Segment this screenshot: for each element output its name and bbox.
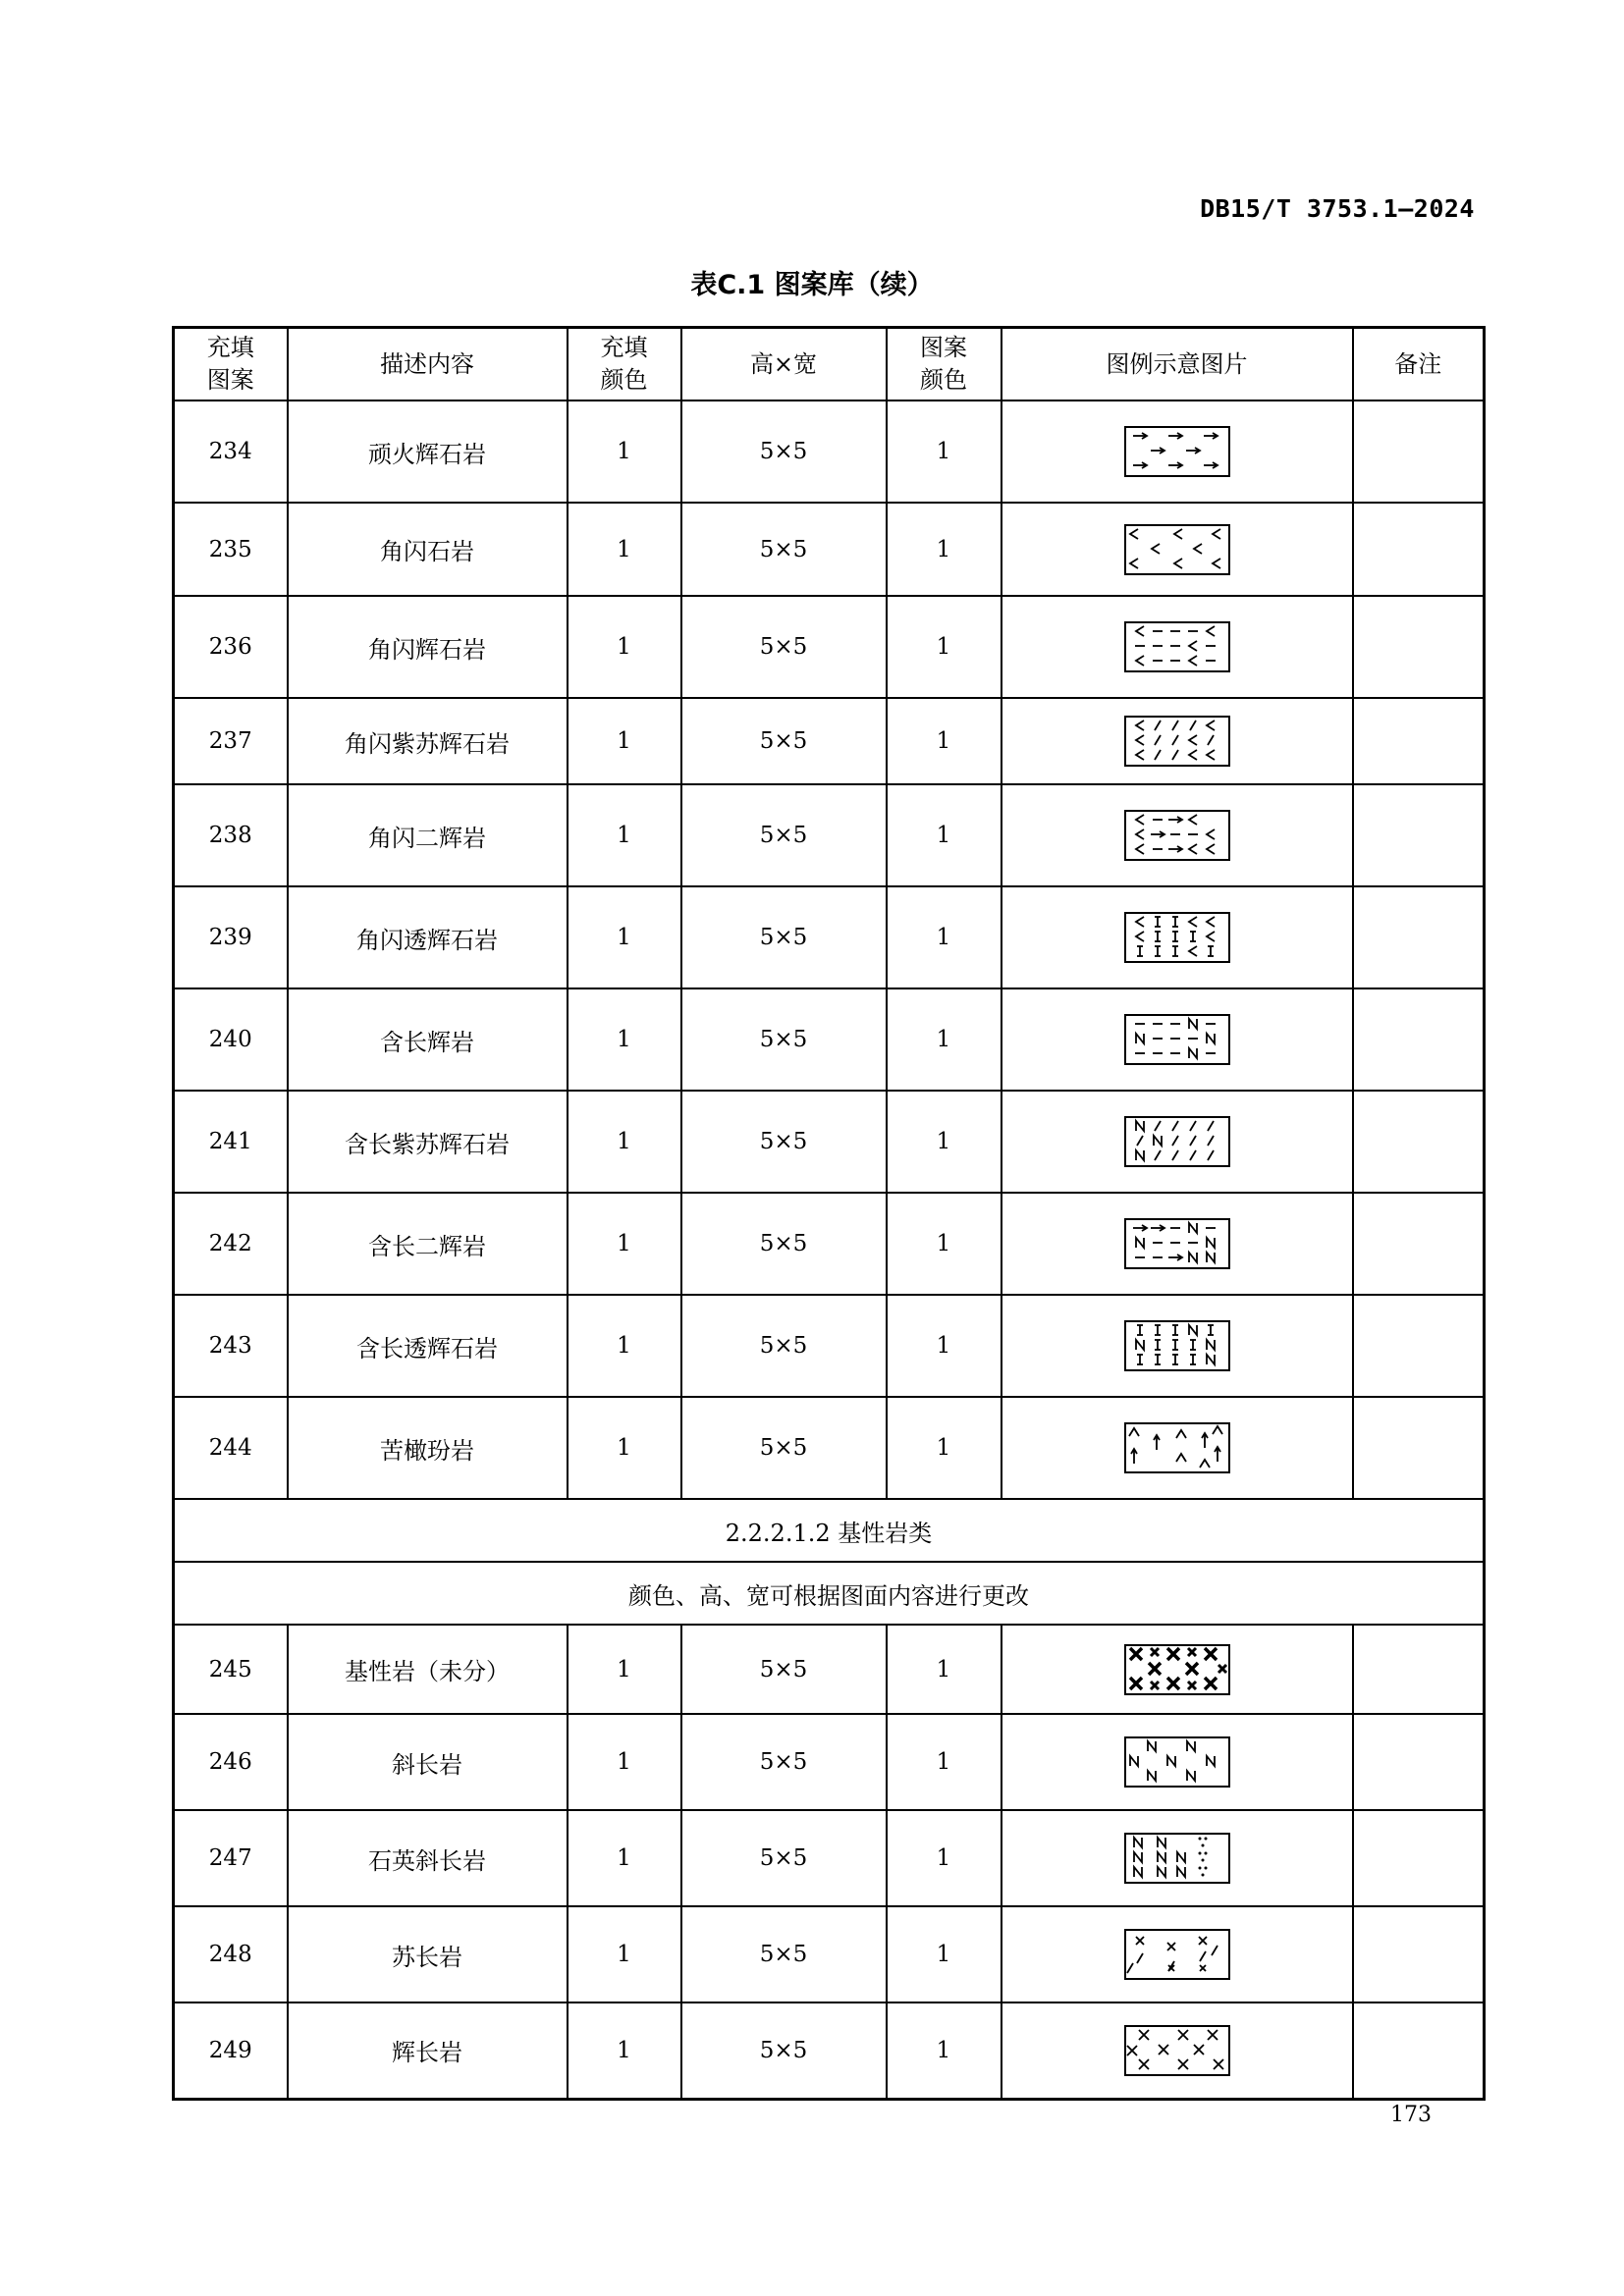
fill-pattern-id: 247	[174, 1810, 288, 1906]
fill-color: 1	[568, 1091, 681, 1193]
note	[1353, 400, 1485, 503]
legend-image	[1001, 596, 1353, 698]
note	[1353, 1906, 1485, 2002]
description: 角闪二辉岩	[288, 784, 568, 886]
fill-pattern-id: 248	[174, 1906, 288, 2002]
note	[1353, 596, 1485, 698]
size: 5×5	[681, 1625, 887, 1714]
fill-pattern-id: 242	[174, 1193, 288, 1295]
n-dots-pattern-icon	[1124, 1833, 1230, 1884]
table-row	[174, 1714, 1485, 1810]
col-header-size: 高×宽	[681, 328, 887, 401]
size: 5×5	[681, 1714, 887, 1810]
description: 角闪辉石岩	[288, 596, 568, 698]
pattern-color: 1	[887, 886, 1001, 988]
fill-pattern-id: 241	[174, 1091, 288, 1193]
fill-pattern-id: 239	[174, 886, 288, 988]
pattern-color: 1	[887, 503, 1001, 596]
fill-color: 1	[568, 698, 681, 784]
fill-color: 1	[568, 1295, 681, 1397]
fill-color: 1	[568, 988, 681, 1091]
note	[1353, 2002, 1485, 2099]
fill-color: 1	[568, 1625, 681, 1714]
description: 角闪紫苏辉石岩	[288, 698, 568, 784]
table-title: 表C.1 图案库（续）	[690, 270, 934, 300]
fill-color: 1	[568, 2002, 681, 2099]
col-header-pattern-color: 图案 颜色	[887, 328, 1001, 401]
size: 5×5	[681, 988, 887, 1091]
table-row	[174, 1810, 1485, 1906]
bold-x-pattern-icon	[1124, 1644, 1230, 1695]
note	[1353, 1091, 1485, 1193]
x-slash-pattern-icon	[1124, 1929, 1230, 1980]
description: 角闪透辉石岩	[288, 886, 568, 988]
n-slash-pattern-icon	[1124, 1116, 1230, 1167]
pattern-color: 1	[887, 1397, 1001, 1499]
pattern-color: 1	[887, 1906, 1001, 2002]
note	[1353, 784, 1485, 886]
col-header-description: 描述内容	[288, 328, 568, 401]
pattern-color: 1	[887, 400, 1001, 503]
chevron-pattern-icon	[1124, 524, 1230, 575]
fill-pattern-id: 249	[174, 2002, 288, 2099]
arrows-pattern-icon	[1124, 426, 1230, 477]
size: 5×5	[681, 784, 887, 886]
pattern-color: 1	[887, 2002, 1001, 2099]
size: 5×5	[681, 1397, 887, 1499]
size: 5×5	[681, 1295, 887, 1397]
table-row	[174, 2002, 1485, 2099]
description: 苦橄玢岩	[288, 1397, 568, 1499]
legend-image	[1001, 1397, 1353, 1499]
size: 5×5	[681, 400, 887, 503]
description: 含长辉岩	[288, 988, 568, 1091]
section-note-row	[174, 1562, 1485, 1625]
legend-image	[1001, 1295, 1353, 1397]
note	[1353, 988, 1485, 1091]
fill-pattern-id: 244	[174, 1397, 288, 1499]
pattern-color: 1	[887, 988, 1001, 1091]
document-code: DB15/T 3753.1—2024	[1200, 194, 1475, 223]
table-row	[174, 698, 1485, 784]
x-pattern-icon	[1124, 2025, 1230, 2076]
size: 5×5	[681, 1091, 887, 1193]
size: 5×5	[681, 503, 887, 596]
n-bar-pattern-icon	[1124, 1320, 1230, 1371]
pattern-color: 1	[887, 1810, 1001, 1906]
note	[1353, 1193, 1485, 1295]
fill-pattern-id: 245	[174, 1625, 288, 1714]
table-row	[174, 988, 1485, 1091]
n-arrow-pattern-icon	[1124, 1218, 1230, 1269]
legend-image	[1001, 2002, 1353, 2099]
fill-color: 1	[568, 1906, 681, 2002]
table-row	[174, 1397, 1485, 1499]
fill-pattern-id: 234	[174, 400, 288, 503]
legend-image	[1001, 1625, 1353, 1714]
fill-color: 1	[568, 784, 681, 886]
chevron-arrow-pattern-icon	[1124, 810, 1230, 861]
section-note: 颜色、高、宽可根据图面内容进行更改	[174, 1562, 1485, 1625]
col-header-legend-image: 图例示意图片	[1001, 328, 1353, 401]
note	[1353, 1295, 1485, 1397]
chevron-bar-pattern-icon	[1124, 912, 1230, 963]
size: 5×5	[681, 698, 887, 784]
table-row	[174, 1625, 1485, 1714]
pattern-table	[172, 326, 1486, 2101]
legend-image	[1001, 1714, 1353, 1810]
fill-pattern-id: 237	[174, 698, 288, 784]
legend-image	[1001, 1193, 1353, 1295]
table-row	[174, 784, 1485, 886]
fill-color: 1	[568, 1193, 681, 1295]
table-row	[174, 503, 1485, 596]
note	[1353, 1714, 1485, 1810]
table-row	[174, 1295, 1485, 1397]
legend-image	[1001, 886, 1353, 988]
size: 5×5	[681, 886, 887, 988]
description: 辉长岩	[288, 2002, 568, 2099]
note	[1353, 503, 1485, 596]
chevron-slash-pattern-icon	[1124, 716, 1230, 767]
up-arrow-chevron-pattern-icon	[1124, 1422, 1230, 1473]
n-pattern-icon	[1124, 1736, 1230, 1788]
table-header-row	[174, 328, 1485, 401]
size: 5×5	[681, 596, 887, 698]
section-heading: 2.2.2.1.2 基性岩类	[174, 1499, 1485, 1562]
fill-color: 1	[568, 1397, 681, 1499]
n-dash-pattern-icon	[1124, 1014, 1230, 1065]
note	[1353, 886, 1485, 988]
legend-image	[1001, 784, 1353, 886]
col-header-note: 备注	[1353, 328, 1485, 401]
size: 5×5	[681, 1906, 887, 2002]
pattern-color: 1	[887, 698, 1001, 784]
note	[1353, 698, 1485, 784]
description: 角闪石岩	[288, 503, 568, 596]
fill-pattern-id: 235	[174, 503, 288, 596]
page-number: 173	[1390, 2103, 1432, 2127]
legend-image	[1001, 1810, 1353, 1906]
legend-image	[1001, 400, 1353, 503]
fill-color: 1	[568, 503, 681, 596]
fill-pattern-id: 238	[174, 784, 288, 886]
size: 5×5	[681, 1810, 887, 1906]
pattern-color: 1	[887, 1091, 1001, 1193]
description: 顽火辉石岩	[288, 400, 568, 503]
size: 5×5	[681, 1193, 887, 1295]
fill-pattern-id: 236	[174, 596, 288, 698]
section-heading-row	[174, 1499, 1485, 1562]
table-row	[174, 1091, 1485, 1193]
fill-color: 1	[568, 1810, 681, 1906]
pattern-color: 1	[887, 1295, 1001, 1397]
legend-image	[1001, 988, 1353, 1091]
fill-color: 1	[568, 596, 681, 698]
description: 含长二辉岩	[288, 1193, 568, 1295]
pattern-color: 1	[887, 1714, 1001, 1810]
fill-pattern-id: 243	[174, 1295, 288, 1397]
fill-color: 1	[568, 1714, 681, 1810]
chevron-dash-pattern-icon	[1124, 621, 1230, 672]
note	[1353, 1810, 1485, 1906]
description: 斜长岩	[288, 1714, 568, 1810]
legend-image	[1001, 1091, 1353, 1193]
legend-image	[1001, 503, 1353, 596]
description: 石英斜长岩	[288, 1810, 568, 1906]
note	[1353, 1397, 1485, 1499]
table-row	[174, 1906, 1485, 2002]
description: 基性岩（未分）	[288, 1625, 568, 1714]
pattern-color: 1	[887, 1193, 1001, 1295]
table-row	[174, 1193, 1485, 1295]
description: 苏长岩	[288, 1906, 568, 2002]
col-header-fill-pattern: 充填 图案	[174, 328, 288, 401]
pattern-color: 1	[887, 784, 1001, 886]
description: 含长紫苏辉石岩	[288, 1091, 568, 1193]
table-row	[174, 400, 1485, 503]
pattern-color: 1	[887, 596, 1001, 698]
size: 5×5	[681, 2002, 887, 2099]
description: 含长透辉石岩	[288, 1295, 568, 1397]
table-row	[174, 886, 1485, 988]
fill-color: 1	[568, 400, 681, 503]
fill-color: 1	[568, 886, 681, 988]
legend-image	[1001, 1906, 1353, 2002]
fill-pattern-id: 246	[174, 1714, 288, 1810]
pattern-color: 1	[887, 1625, 1001, 1714]
col-header-fill-color: 充填 颜色	[568, 328, 681, 401]
legend-image	[1001, 698, 1353, 784]
fill-pattern-id: 240	[174, 988, 288, 1091]
note	[1353, 1625, 1485, 1714]
table-row	[174, 596, 1485, 698]
